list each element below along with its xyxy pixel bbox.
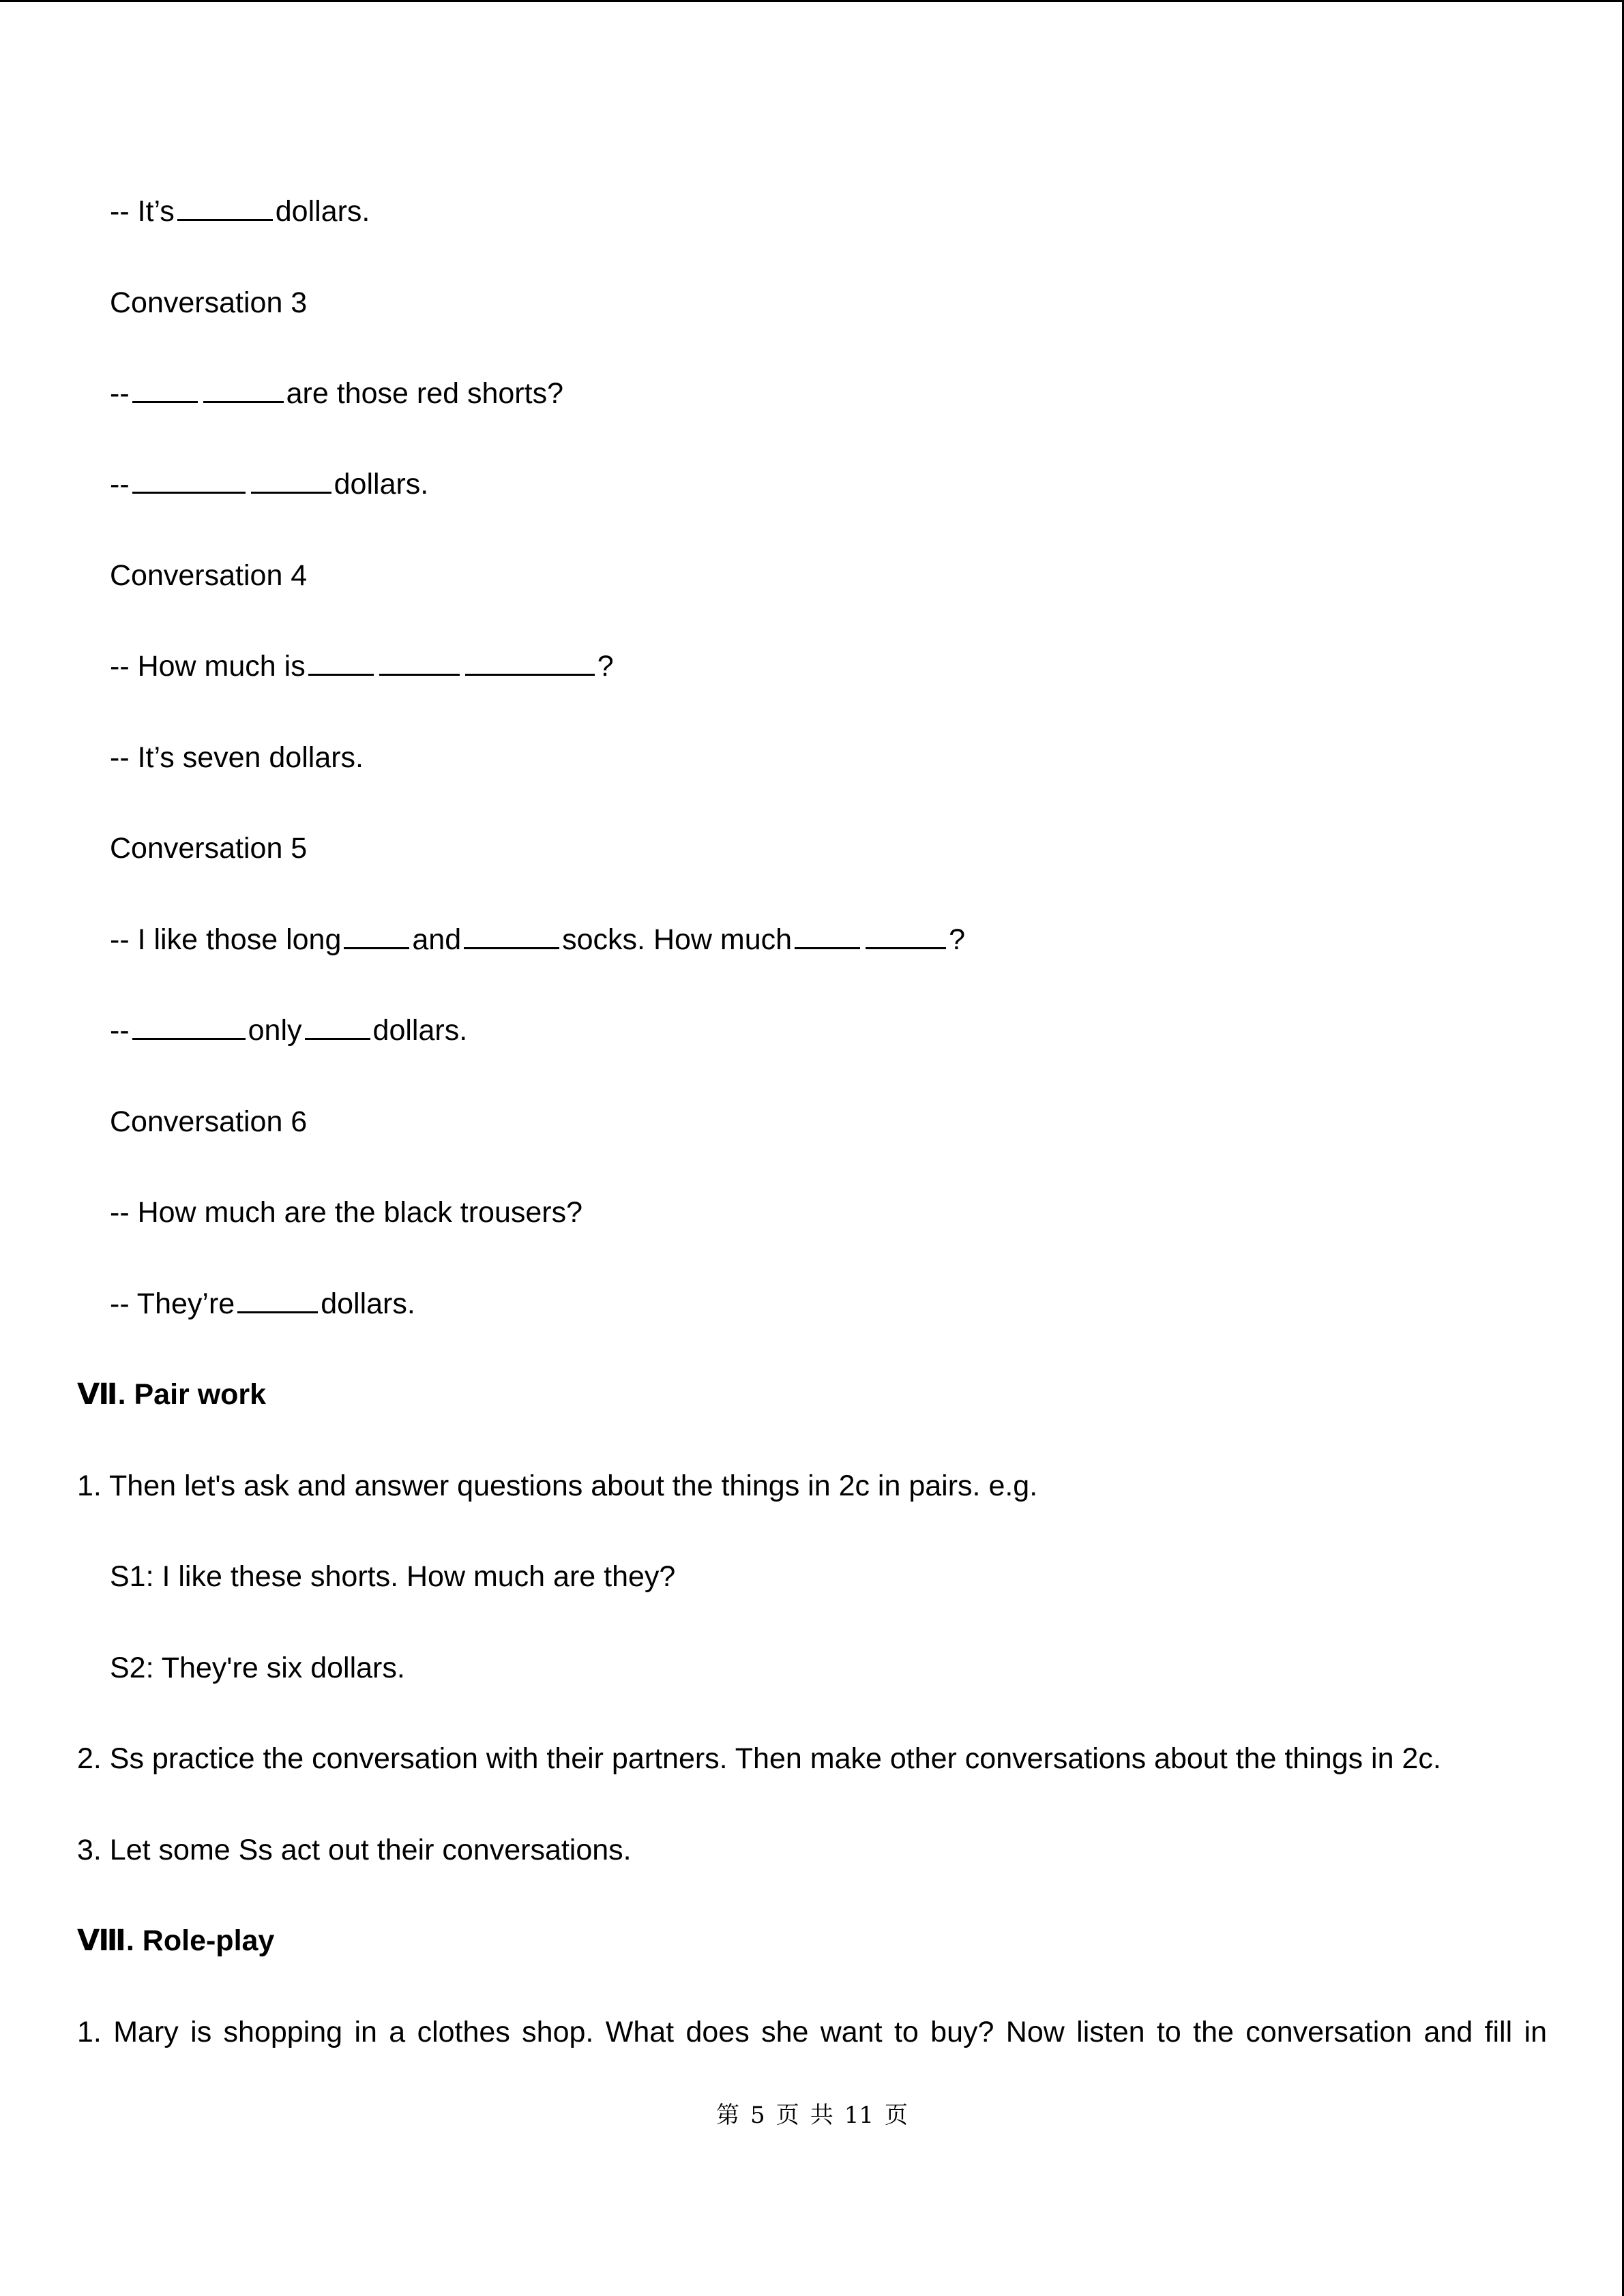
blank bbox=[237, 1285, 318, 1313]
pair-work-step-3: 3. Let some Ss act out their conversations. bbox=[77, 1834, 632, 1866]
conversation-5-question bbox=[110, 919, 965, 960]
blank bbox=[465, 648, 595, 676]
page-total: 11 bbox=[844, 2102, 874, 2129]
text: are those red shorts? bbox=[286, 377, 563, 410]
text: and bbox=[412, 923, 462, 956]
top-border bbox=[0, 0, 1624, 2]
blank bbox=[251, 466, 331, 494]
conversation-3-question bbox=[110, 373, 563, 414]
conversation-5-answer bbox=[110, 1010, 467, 1051]
conversation-6-answer bbox=[110, 1283, 415, 1324]
text: dollars. bbox=[275, 195, 370, 228]
blank bbox=[795, 921, 860, 949]
footer-text: 页 bbox=[776, 2102, 799, 2129]
text: only bbox=[248, 1014, 302, 1047]
page-footer bbox=[0, 2095, 1624, 2136]
section-heading-role-play: Ⅷ. Role-play bbox=[77, 1924, 275, 1957]
text: -- bbox=[110, 1014, 130, 1047]
blank bbox=[379, 648, 460, 676]
blank bbox=[177, 193, 273, 221]
conversation-3-heading: Conversation 3 bbox=[110, 286, 308, 319]
conversation-6-question: -- How much are the black trousers? bbox=[110, 1196, 583, 1229]
role-play-step-1: 1. Mary is shopping in a clothes shop. What does she want to buy? Now listen to the conversation and fill in bbox=[77, 2016, 1547, 2048]
conversation-2-answer bbox=[110, 191, 370, 232]
blank bbox=[203, 375, 284, 403]
text: dollars. bbox=[334, 468, 429, 501]
blank bbox=[344, 921, 409, 949]
text: -- They’re bbox=[110, 1287, 235, 1320]
conversation-4-heading: Conversation 4 bbox=[110, 559, 308, 592]
blank bbox=[132, 375, 198, 403]
pair-work-step-2: 2. Ss practice the conversation with their partners. Then make other conversations about the things in 2c. bbox=[77, 1742, 1441, 1775]
blank bbox=[308, 648, 374, 676]
text: -- I like those long bbox=[110, 923, 342, 956]
page-number: 5 bbox=[750, 2102, 765, 2129]
blank bbox=[464, 921, 559, 949]
text: -- bbox=[110, 377, 130, 410]
footer-text: 第 bbox=[716, 2102, 740, 2129]
text: -- How much is bbox=[110, 650, 306, 683]
footer-text: 共 bbox=[810, 2102, 833, 2129]
text: -- It’s bbox=[110, 195, 175, 228]
pair-work-example-s2: S2: They're six dollars. bbox=[110, 1652, 405, 1684]
section-heading-pair-work: Ⅶ. Pair work bbox=[77, 1378, 267, 1411]
text: dollars. bbox=[372, 1014, 468, 1047]
blank bbox=[305, 1012, 370, 1040]
text: -- bbox=[110, 468, 130, 501]
pair-work-example-s1: S1: I like these shorts. How much are they? bbox=[110, 1560, 676, 1593]
text: dollars. bbox=[321, 1287, 415, 1320]
footer-text: 页 bbox=[884, 2102, 908, 2129]
blank bbox=[132, 1012, 246, 1040]
conversation-3-answer bbox=[110, 464, 428, 505]
pair-work-step-1: 1. Then let's ask and answer questions about the things in 2c in pairs. e.g. bbox=[77, 1470, 1038, 1502]
conversation-6-heading: Conversation 6 bbox=[110, 1105, 308, 1138]
text: ? bbox=[597, 650, 614, 683]
text: socks. How much bbox=[562, 923, 793, 956]
text: ? bbox=[949, 923, 965, 956]
conversation-4-question bbox=[110, 646, 614, 687]
conversation-5-heading: Conversation 5 bbox=[110, 832, 308, 865]
blank bbox=[866, 921, 946, 949]
conversation-4-answer: -- It’s seven dollars. bbox=[110, 741, 364, 774]
blank bbox=[132, 466, 246, 494]
